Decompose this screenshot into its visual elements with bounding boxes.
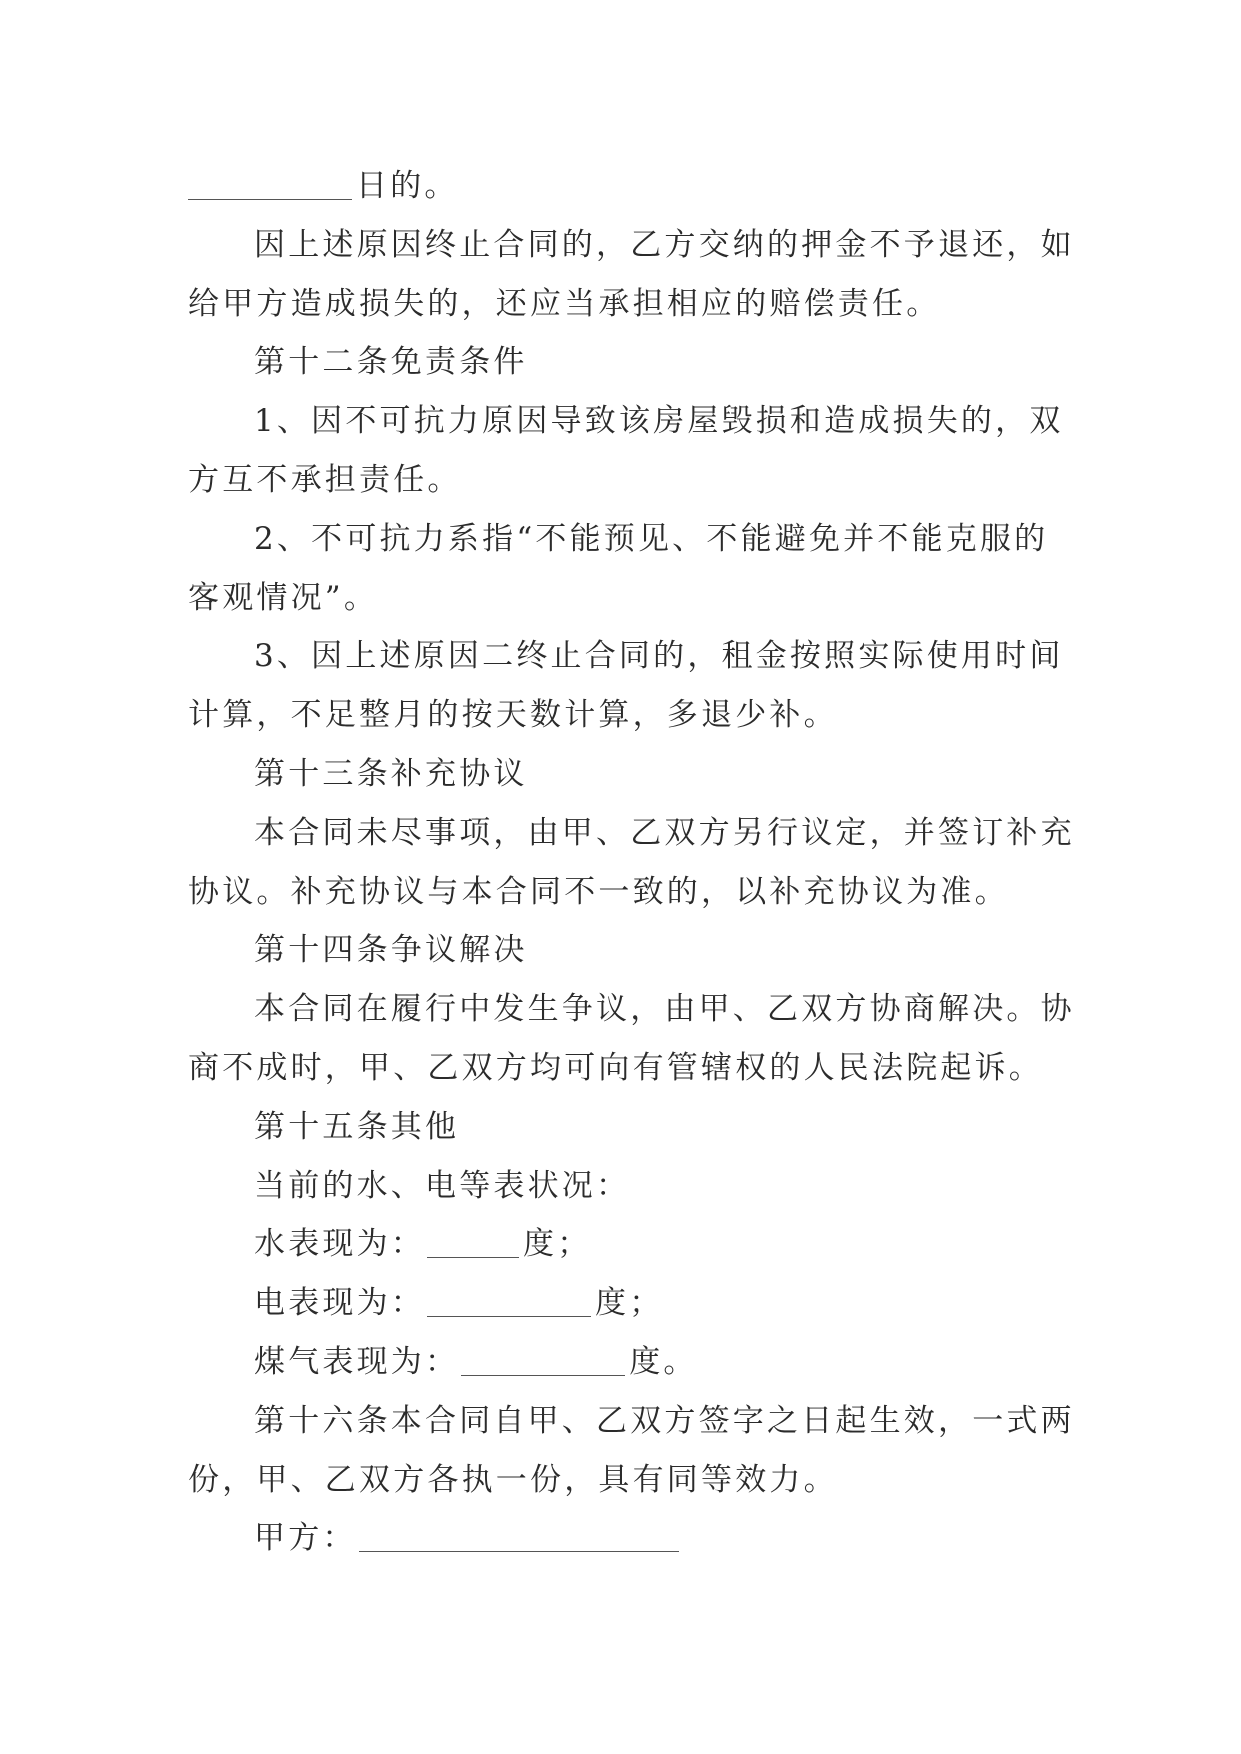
party-a-line — [188, 1509, 1068, 1568]
text-line: 计算，不足整月的按天数计算，多退少补。 — [188, 697, 838, 734]
gas-meter-blank — [461, 1347, 625, 1376]
text-line: 当前的水、电等表状况： — [254, 1167, 631, 1204]
electric-meter-unit: 度； — [595, 1285, 664, 1322]
text-line: 客观情况”。 — [188, 579, 379, 616]
gas-meter-label: 煤气表现为： — [254, 1343, 460, 1380]
text-line: 协议。补充协议与本合同不一致的，以补充协议为准。 — [188, 873, 1009, 910]
water-meter-line — [188, 1215, 1068, 1274]
electric-meter-line — [188, 1274, 1068, 1333]
gas-meter-unit: 度。 — [629, 1343, 698, 1380]
text-line: 给甲方造成损失的，还应当承担相应的赔偿责任。 — [188, 285, 941, 322]
text-line: 方互不承担责任。 — [188, 461, 462, 498]
water-meter-unit: 度； — [523, 1226, 592, 1263]
text-line: 2、不可抗力系指“不能预见、不能避免并不能克服的 — [254, 520, 1049, 557]
article-15-heading: 第十五条其他 — [254, 1108, 460, 1145]
document-page — [188, 157, 1075, 1568]
water-meter-blank — [427, 1229, 519, 1258]
date-blank — [188, 171, 352, 200]
text-line: 本合同在履行中发生争议，由甲、乙双方协商解决。协 — [254, 991, 1075, 1028]
gas-meter-line — [188, 1333, 1068, 1392]
electric-meter-blank — [427, 1288, 591, 1317]
text-line: 商不成时，甲、乙双方均可向有管辖权的人民法院起诉。 — [188, 1049, 1043, 1086]
article-14-heading: 第十四条争议解决 — [254, 932, 528, 969]
article-13-heading: 第十三条补充协议 — [254, 755, 528, 792]
text-line: 份，甲、乙双方各执一份，具有同等效力。 — [188, 1461, 838, 1498]
text-line: 第十六条本合同自甲、乙双方签字之日起生效，一式两 — [254, 1402, 1075, 1439]
party-a-signature-blank — [359, 1523, 679, 1552]
party-a-label: 甲方： — [254, 1520, 357, 1557]
article-12-heading: 第十二条免责条件 — [254, 344, 528, 381]
text-line: 因上述原因终止合同的，乙方交纳的押金不予退还，如 — [254, 226, 1075, 263]
text-line: 3、因上述原因二终止合同的，租金按照实际使用时间 — [254, 638, 1064, 675]
text-line: 1、因不可抗力原因导致该房屋毁损和造成损失的，双 — [254, 403, 1064, 440]
water-meter-label: 水表现为： — [254, 1226, 425, 1263]
electric-meter-label: 电表现为： — [254, 1285, 425, 1322]
text-line-date-end — [188, 157, 1068, 216]
text-line: 本合同未尽事项，由甲、乙双方另行议定，并签订补充 — [254, 814, 1075, 851]
date-end-text: 日的。 — [356, 168, 459, 204]
